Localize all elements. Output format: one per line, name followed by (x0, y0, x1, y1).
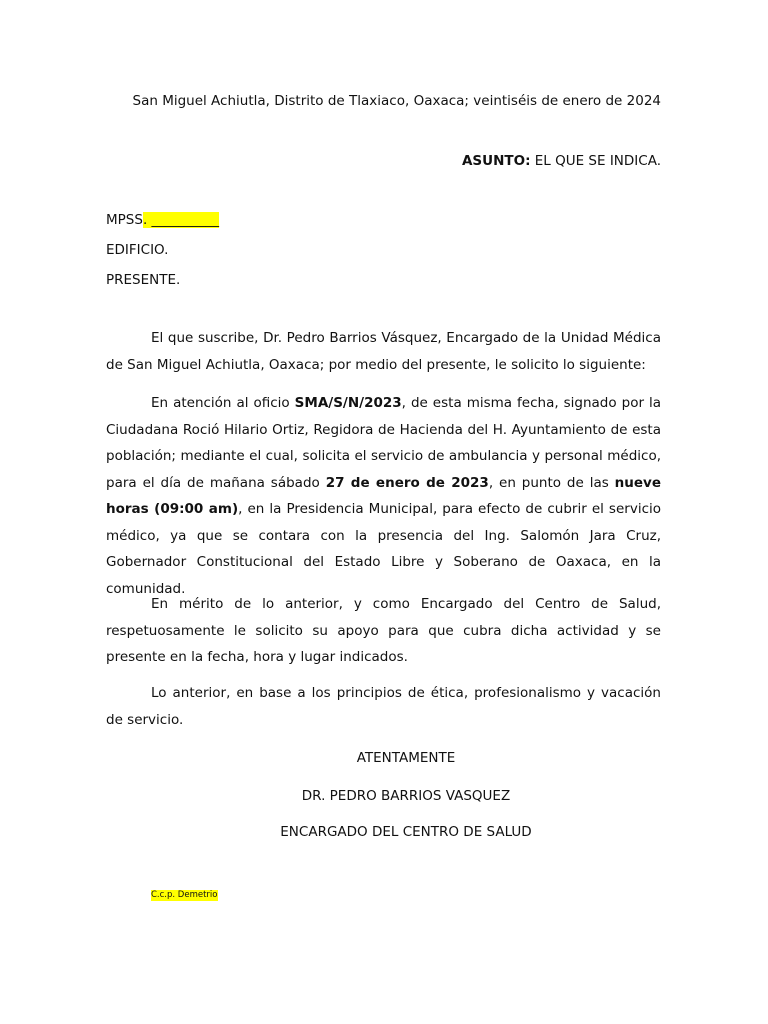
carbon-copy: C.c.p. Demetrio (151, 890, 218, 900)
recipient-present: PRESENTE. (106, 272, 181, 288)
recipient-building: EDIFICIO. (106, 242, 169, 258)
p2-text-e: , en punto de las (488, 474, 615, 491)
paragraph-2 (106, 390, 661, 602)
recipient-title: MPSS (106, 212, 143, 228)
signature-position: ENCARGADO DEL CENTRO DE SALUD (280, 824, 532, 840)
place-date: San Miguel Achiutla, Distrito de Tlaxiaco, Oaxaca; veintiséis de enero de 2024 (132, 93, 661, 109)
recipient-blank: . __________ (142, 212, 220, 228)
subject-text: EL QUE SE INDICA. (530, 153, 661, 169)
p2-event-date: 27 de enero de 2023 (325, 474, 489, 491)
p2-text-g: , en la Presidencia Municipal, para efecto de cubrir el servicio médico, ya que se contara con la presencia del Ing. Salomón Jara Cruz, Gobernador Constitucional del Estado Libre y Soberano de Oaxaca, en la comunidad. (106, 501, 661, 597)
paragraph-4: Lo anterior, en base a los principios de ética, profesionalismo y vacación de servicio. (106, 685, 661, 728)
subject-line (462, 152, 661, 170)
p2-text-a: En atención al oficio (151, 395, 295, 411)
paragraph-3: En mérito de lo anterior, y como Encargado del Centro de Salud, respetuosamente le solicito su apoyo para que cubra dicha actividad y se presente en la fecha, hora y lugar indicados. (106, 596, 661, 665)
paragraph-1: El que suscribe, Dr. Pedro Barrios Vásquez, Encargado de la Unidad Médica de San Miguel Achiutla, Oaxaca; por medio del presente, le solicito lo siguiente: (106, 330, 661, 373)
signature-closing: ATENTAMENTE (356, 750, 456, 766)
p2-text-c: , de esta misma fecha, signado por la Ciudadana Roció Hilario Ortiz, Regidora de Hacienda del H. Ayuntamiento de esta población; mediante el cual, solicita el servicio de ambulancia y personal médico, para el día de mañana sábado (106, 395, 662, 491)
p2-office-ref: SMA/S/N/2023 (294, 395, 402, 411)
p2-event-time: nueve horas (09:00 am) (106, 474, 662, 517)
subject-label: ASUNTO: (461, 153, 531, 169)
signature-name: DR. PEDRO BARRIOS VASQUEZ (301, 788, 511, 804)
recipient-title-line (106, 211, 219, 229)
